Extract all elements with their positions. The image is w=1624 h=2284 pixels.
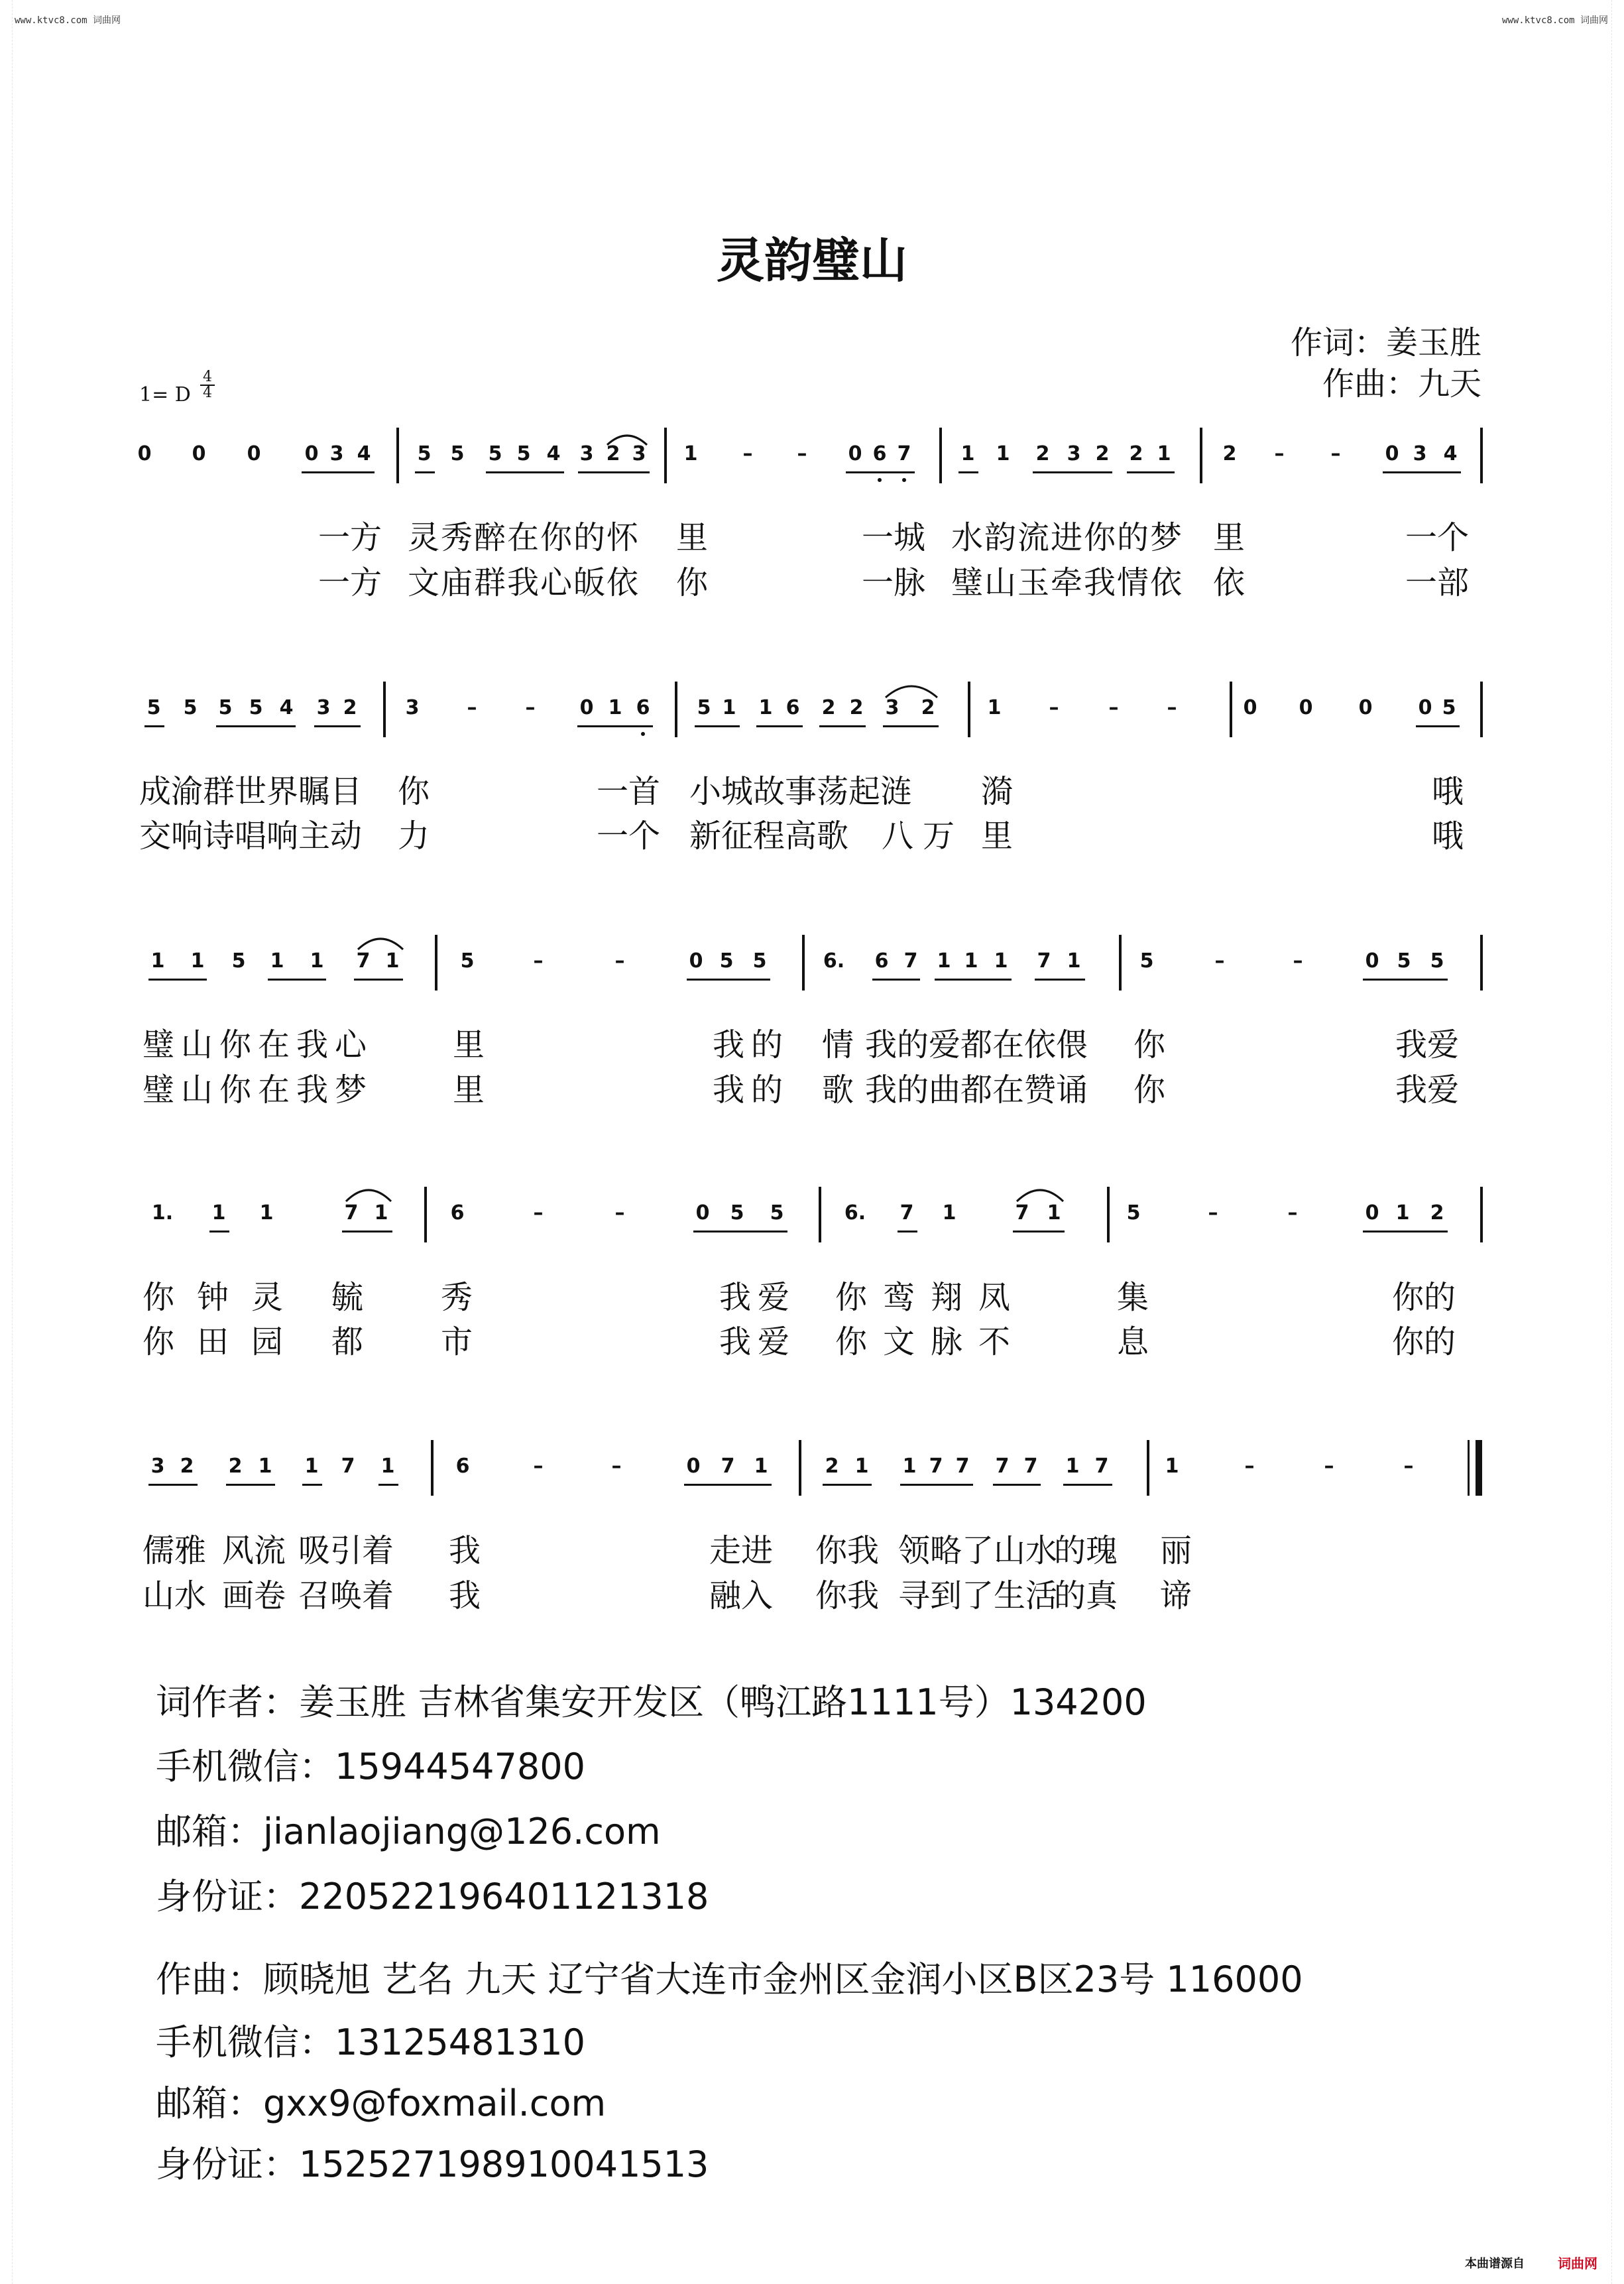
right-margin-strip bbox=[1611, 0, 1624, 2284]
lyricist-id: 身份证：220522196401121318 bbox=[156, 1876, 709, 1917]
time-signature-top: 4 bbox=[203, 369, 212, 385]
composer-id: 身份证：152527198910041513 bbox=[156, 2143, 709, 2185]
notes-measure-21: 2 1 1 7 7 7 7 1 7 bbox=[0, 1455, 1624, 1494]
notes-measure-18: 5 – – 0 1 2 bbox=[0, 1201, 1624, 1241]
footer-site-link[interactable]: 词曲网 bbox=[1558, 2255, 1597, 2271]
notes-measure-2: 5 5 5 5 4 3 2 3 bbox=[0, 442, 1624, 482]
composer-phone: 手机微信：13125481310 bbox=[156, 2021, 585, 2063]
staff-system-4 bbox=[0, 1187, 1624, 1242]
notes-measure-13: 6. 6 7 1 1 1 7 1 bbox=[0, 949, 1624, 989]
notes-measure-17: 6. 7 1 7 1 bbox=[0, 1201, 1624, 1241]
notes-measure-9: 1 – – – bbox=[987, 696, 1177, 719]
song-title: 灵韵璧山 bbox=[716, 233, 907, 288]
notes-measure-8: 5 1 1 6 2 2 3 2 bbox=[0, 696, 1624, 736]
composer-address: 作曲：顾晓旭 艺名 九天 辽宁省大连市金州区金润小区B区23号 116000 bbox=[156, 1958, 1303, 2000]
notes-measure-5: 2 – – 0 3 4 bbox=[0, 442, 1624, 482]
notes-measure-22: 1 – – – bbox=[1165, 1455, 1414, 1478]
header-site-right: www.ktvc8.com 词曲网 bbox=[1501, 15, 1608, 26]
time-signature bbox=[200, 370, 215, 400]
notes-measure-20: 6 – – 0 7 1 bbox=[0, 1455, 1624, 1494]
staff-system-1 bbox=[0, 428, 1624, 483]
notes-measure-19: 3 2 2 1 1 7 1 bbox=[0, 1455, 1624, 1494]
notes-measure-16: 6 – – 0 5 5 bbox=[0, 1201, 1624, 1241]
notes-measure-15: 1. 1 1 7 1 bbox=[0, 1201, 1624, 1241]
notes-measure-3: 1 – – 0 6 7 bbox=[0, 442, 1624, 482]
time-signature-bottom: 4 bbox=[200, 385, 215, 400]
notes-measure-4: 1 1 2 3 2 2 1 bbox=[0, 442, 1624, 482]
composer-email: 邮箱：gxx9@foxmail.com bbox=[156, 2082, 607, 2124]
lyricist-email: 邮箱：jianlaojiang@126.com bbox=[156, 1811, 661, 1852]
lyricist-address: 词作者：姜玉胜 吉林省集安开发区（鸭江路1111号）134200 bbox=[156, 1681, 1147, 1723]
lyricist-phone: 手机微信：15944547800 bbox=[156, 1746, 585, 1787]
header-site-left: www.ktvc8.com 词曲网 bbox=[15, 15, 121, 26]
staff-system-5 bbox=[0, 1440, 1624, 1496]
notes-measure-1: 0 0 0 0 3 4 bbox=[0, 442, 1624, 482]
notes-measure-7: 3 – – 0 1 6 bbox=[0, 696, 1624, 736]
composer-credit: 作曲：九天 bbox=[1322, 365, 1481, 402]
staff-system-3 bbox=[0, 935, 1624, 991]
lyricist-credit: 作词：姜玉胜 bbox=[1290, 324, 1481, 361]
key-signature: 1= D bbox=[139, 383, 191, 406]
notes-measure-6: 5 5 5 5 4 3 2 bbox=[0, 696, 1624, 736]
notes-measure-14: 5 – – 0 5 5 bbox=[0, 949, 1624, 989]
staff-system-2 bbox=[0, 682, 1624, 737]
left-margin-strip bbox=[0, 0, 13, 2284]
footer-source-label: 本曲谱源自 bbox=[1465, 2257, 1525, 2271]
notes-measure-10: 0 0 0 0 5 bbox=[0, 696, 1624, 736]
notes-measure-11: 1 1 5 1 1 7 1 bbox=[0, 949, 1624, 989]
notes-measure-12: 5 – – 0 5 5 bbox=[0, 949, 1624, 989]
